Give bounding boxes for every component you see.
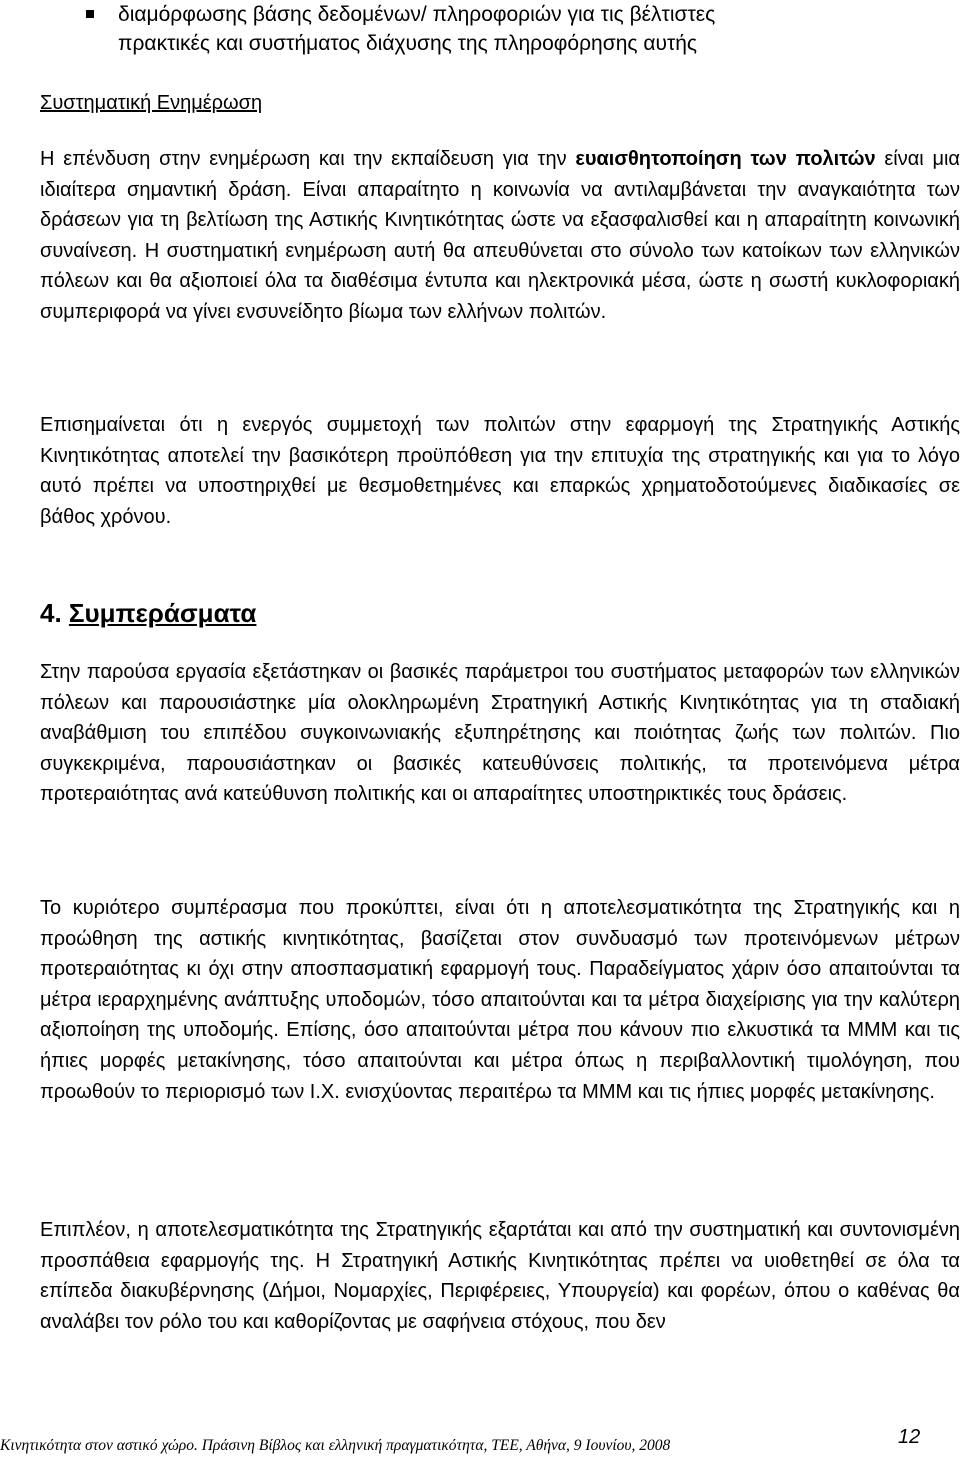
bullet-text-line-2: πρακτικές και συστήματος διάχυσης της πληροφόρησης αυτής (118, 32, 698, 55)
footer-citation: Κινητικότητα στον αστικό χώρο. Πράσινη Βίβλος και ελληνική πραγματικότητα, ΤΕΕ, Αθήνα, 9 Ιουνίου, 2008 (0, 1437, 671, 1454)
paragraph-effectiveness: Επιπλέον, η αποτελεσματικότητα της Στρατηγικής εξαρτάται και από την συστηματική και συντονισμένη προσπάθεια εφαρμογής της. Η Στρατηγική Αστικής Κινητικότητας πρέπει να υιοθετηθεί σε όλα τα επίπεδα διακυβέρνησης (Δήμοι, Νομαρχίες, Περιφέρειες, Υπουργεία) και φορέων, όπου ο καθένας θα αναλάβει τον ρόλο του και καθορίζοντας με σαφήνεια στόχους, που δεν (40, 1219, 960, 1333)
paragraph-awareness-bold: ευαισθητοποίηση των πολιτών (575, 148, 876, 170)
page-number: 12 (898, 1426, 921, 1448)
paragraph-awareness (40, 144, 960, 328)
section-number: 4. (40, 598, 62, 628)
sub-heading: Συστηματική Ενημέρωση (40, 92, 263, 114)
paragraph-main-conclusion: Το κυριότερο συμπέρασμα που προκύπτει, είναι ότι η αποτελεσματικότητα της Στρατηγικής και η προώθηση της αστικής κινητικότητας, βασίζεται στον συνδυασμό των προτεινόμενων μέτρων προτεραιότητας κι όχι στην αποσπασματική εφαρμογή τους. Παραδείγματος χάριν όσο απαιτούνται τα μέτρα ιεραρχημένης ανάπτυξης υποδομών, τόσο απαιτούνται και τα μέτρα διαχείρισης για την καλύτερη αξιοποίηση της υποδομής. Επίσης, όσο απαιτούνται μέτρα που κάνουν πιο ελκυστικά τα ΜΜΜ και τις ήπιες μορφές μετακίνησης, τόσο απαιτούνται και μέτρα όπως η περιβαλλοντική τιμολόγηση, που προωθούν το περιορισμό των Ι.Χ. ενισχύοντας περαιτέρω τα ΜΜΜ και τις ήπιες μορφές μετακίνησης. (40, 897, 960, 1103)
paragraph-conclusions-intro: Στην παρούσα εργασία εξετάστηκαν οι βασικές παράμετροι του συστήματος μεταφορών των ελληνικών πόλεων και παρουσιάστηκε μία ολοκληρωμένη Στρατηγική Αστικής Κινητικότητας για τη σταδιακή αναβάθμιση του επιπέδου συγκοινωνιακής εξυπηρέτησης και ποιότητας ζωής των πολιτών. Πιο συγκεκριμένα, παρουσιάστηκαν οι βασικές κατευθύνσεις πολιτικής, τα προτεινόμενα μέτρα προτεραιότητας ανά κατεύθυνση πολιτικής και οι απαραίτητες υποστηρικτικές τους δράσεις. (40, 661, 960, 806)
section-heading (40, 596, 256, 630)
paragraph-participation: Επισημαίνεται ότι η ενεργός συμμετοχή των πολιτών στην εφαρμογή της Στρατηγικής Αστικής Κινητικότητας αποτελεί την βασικότερη προϋπόθεση για την επιτυχία της στρατηγικής και για το λόγο αυτό πρέπει να υποστηριχθεί με θεσμοθετημένες και επαρκώς χρηματοδοτούμενες διαδικασίες σε βάθος χρόνου. (40, 414, 960, 528)
paragraph-awareness-post: είναι μια ιδιαίτερα σημαντική δράση. Είναι απαραίτητο η κοινωνία να αντιλαμβάνεται την αναγκαιότητα των δράσεων για τη βελτίωση της Αστικής Κινητικότητας ώστε να εξασφαλισθεί και η απαραίτητη κοινωνική συναίνεση. Η συστηματική ενημέρωση αυτή θα απευθύνεται στο σύνολο των κατοίκων των ελληνικών πόλεων και θα αξιοποιεί όλα τα διαθέσιμα έντυπα και ηλεκτρονικά μέσα, ώστε η σωστή κυκλοφοριακή συμπεριφορά να γίνει ενσυνείδητο βίωμα των ελλήνων πολιτών. (40, 148, 960, 323)
section-title: Συμπεράσματα (68, 598, 257, 628)
bullet-text-line-1: διαμόρφωσης βάσης δεδομένων/ πληροφοριών για τις βέλτιστες (118, 3, 716, 26)
paragraph-awareness-pre: Η επένδυση στην ενημέρωση και την εκπαίδευση για την (40, 148, 576, 170)
bullet-item (0, 0, 960, 60)
bullet-square-icon (86, 10, 94, 18)
